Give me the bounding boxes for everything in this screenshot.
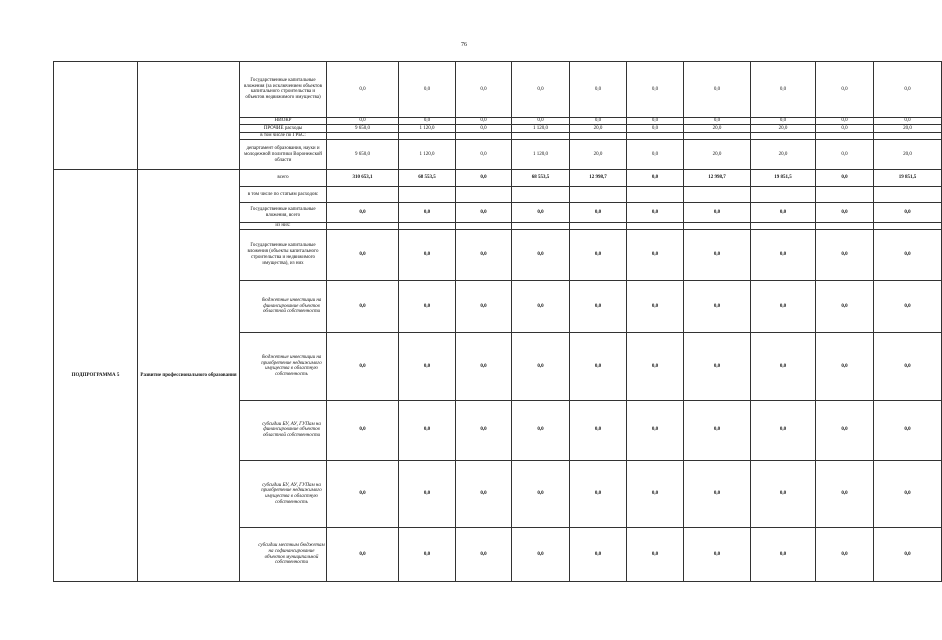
value-cell: 310 653,1 [327, 170, 399, 187]
value-cell: 0,0 [399, 400, 456, 460]
value-cell [627, 222, 684, 230]
value-cell: 9 650,0 [327, 140, 399, 170]
value-cell: 0,0 [874, 333, 942, 401]
subprogram-title: Развитие профессионального образования [138, 170, 240, 582]
value-cell: 0,0 [627, 280, 684, 333]
value-cell: 1 120,0 [512, 125, 570, 133]
expense-item-name: всего [240, 170, 327, 187]
value-cell: 0,0 [399, 333, 456, 401]
value-cell [399, 132, 456, 140]
value-cell: 12 998,7 [684, 170, 751, 187]
expense-item-name: департамент образования, науки и молодежной политики Воронежской области [240, 140, 327, 170]
value-cell [684, 222, 751, 230]
value-cell: 20,0 [751, 140, 816, 170]
value-cell: 1 120,0 [399, 125, 456, 133]
value-cell: 0,0 [874, 460, 942, 528]
value-cell: 0,0 [456, 333, 512, 401]
value-cell: 0,0 [570, 117, 627, 125]
value-cell: 0,0 [399, 62, 456, 118]
value-cell [874, 132, 942, 140]
value-cell: 0,0 [816, 400, 874, 460]
value-cell: 0,0 [627, 400, 684, 460]
value-cell: 0,0 [456, 280, 512, 333]
value-cell: 0,0 [512, 117, 570, 125]
value-cell: 0,0 [327, 460, 399, 528]
value-cell: 0,0 [512, 460, 570, 528]
value-cell: 0,0 [751, 62, 816, 118]
value-cell [456, 132, 512, 140]
value-cell: 0,0 [816, 280, 874, 333]
value-cell: 20,0 [684, 140, 751, 170]
expense-item-name: субсидии местным бюджетам на софинансирование объектов муниципальной собственности [240, 528, 327, 582]
value-cell [627, 187, 684, 203]
value-cell: 0,0 [512, 62, 570, 118]
expense-item-name: Государственные капитальные вложения, всего [240, 203, 327, 222]
value-cell: 0,0 [816, 528, 874, 582]
value-cell: 0,0 [874, 203, 942, 222]
value-cell: 0,0 [816, 230, 874, 280]
value-cell: 0,0 [627, 460, 684, 528]
value-cell: 68 553,5 [399, 170, 456, 187]
value-cell: 0,0 [816, 62, 874, 118]
value-cell: 0,0 [816, 170, 874, 187]
expense-item-name: в том числе по ГРБС: [240, 132, 327, 140]
value-cell: 0,0 [627, 203, 684, 222]
expense-item-name: Государственные капитальные вложения (за исключением объектов капитального строительства и объектов недвижимого имущества) [240, 62, 327, 118]
value-cell [570, 132, 627, 140]
value-cell [684, 187, 751, 203]
value-cell: 0,0 [627, 125, 684, 133]
value-cell: 0,0 [570, 230, 627, 280]
value-cell: 0,0 [456, 400, 512, 460]
expense-item-name: ПРОЧИЕ расходы [240, 125, 327, 133]
value-cell: 0,0 [512, 528, 570, 582]
value-cell [570, 187, 627, 203]
value-cell: 0,0 [327, 528, 399, 582]
value-cell: 0,0 [399, 528, 456, 582]
value-cell: 0,0 [327, 230, 399, 280]
value-cell: 20,0 [874, 140, 942, 170]
value-cell: 0,0 [816, 125, 874, 133]
value-cell: 0,0 [512, 203, 570, 222]
prev-section-cell [54, 62, 138, 170]
value-cell: 0,0 [399, 460, 456, 528]
value-cell: 0,0 [456, 140, 512, 170]
subprogram-code: ПОДПРОГРАММА 5 [54, 170, 138, 582]
value-cell: 0,0 [627, 140, 684, 170]
value-cell: 0,0 [570, 528, 627, 582]
value-cell: 20,0 [751, 125, 816, 133]
value-cell [684, 132, 751, 140]
expense-item-name: НИОКР [240, 117, 327, 125]
value-cell: 0,0 [684, 280, 751, 333]
value-cell: 0,0 [684, 117, 751, 125]
value-cell: 20,0 [684, 125, 751, 133]
value-cell: 0,0 [751, 400, 816, 460]
value-cell: 0,0 [627, 333, 684, 401]
value-cell: 0,0 [399, 117, 456, 125]
value-cell: 0,0 [874, 280, 942, 333]
value-cell [751, 132, 816, 140]
value-cell: 0,0 [816, 203, 874, 222]
value-cell: 0,0 [684, 203, 751, 222]
value-cell: 0,0 [751, 230, 816, 280]
value-cell: 0,0 [327, 203, 399, 222]
value-cell: 0,0 [570, 333, 627, 401]
value-cell: 0,0 [874, 62, 942, 118]
value-cell: 0,0 [570, 400, 627, 460]
value-cell: 0,0 [816, 460, 874, 528]
value-cell: 1 120,0 [399, 140, 456, 170]
value-cell [512, 222, 570, 230]
value-cell: 0,0 [684, 528, 751, 582]
value-cell: 0,0 [327, 62, 399, 118]
value-cell [512, 132, 570, 140]
value-cell: 0,0 [456, 528, 512, 582]
value-cell [627, 132, 684, 140]
prev-section-title-cell [138, 62, 240, 170]
value-cell: 0,0 [512, 230, 570, 280]
value-cell: 0,0 [874, 117, 942, 125]
value-cell: 0,0 [816, 117, 874, 125]
value-cell: 12 998,7 [570, 170, 627, 187]
value-cell: 0,0 [874, 400, 942, 460]
expense-item-name: бюджетные инвестиции на приобретение недвижимого имущества в областную собственность [240, 333, 327, 401]
expense-item-name: бюджетные инвестиции на финансирование объектов областной собственности [240, 280, 327, 333]
value-cell [874, 222, 942, 230]
value-cell [327, 132, 399, 140]
value-cell [816, 132, 874, 140]
table-row [54, 62, 942, 118]
value-cell: 0,0 [816, 333, 874, 401]
value-cell: 0,0 [456, 62, 512, 118]
value-cell: 0,0 [570, 62, 627, 118]
expense-item-name: субсидии БУ, АУ, ГУПам на финансирование объектов областной собственности [240, 400, 327, 460]
expense-item-name: из них: [240, 222, 327, 230]
expense-item-name: Государственные капитальные вложения (объекты капитального строительства и недвижимого имущества), из них [240, 230, 327, 280]
value-cell: 0,0 [874, 230, 942, 280]
value-cell: 0,0 [456, 460, 512, 528]
value-cell [570, 222, 627, 230]
value-cell: 0,0 [327, 333, 399, 401]
value-cell: 0,0 [327, 117, 399, 125]
value-cell [512, 187, 570, 203]
value-cell: 0,0 [399, 203, 456, 222]
value-cell: 0,0 [399, 280, 456, 333]
value-cell: 9 650,0 [327, 125, 399, 133]
value-cell [816, 222, 874, 230]
value-cell: 0,0 [684, 460, 751, 528]
value-cell [816, 187, 874, 203]
value-cell [874, 187, 942, 203]
value-cell [327, 222, 399, 230]
value-cell: 0,0 [751, 333, 816, 401]
value-cell: 0,0 [456, 170, 512, 187]
value-cell: 0,0 [684, 230, 751, 280]
value-cell: 0,0 [751, 280, 816, 333]
value-cell: 0,0 [627, 62, 684, 118]
value-cell [399, 222, 456, 230]
expense-item-name: субсидии БУ, АУ, ГУПам на приобретение недвижимого имущества в областную собственность [240, 460, 327, 528]
table-body [54, 62, 942, 582]
expense-item-name: в том числе по статьям расходов: [240, 187, 327, 203]
value-cell: 0,0 [751, 528, 816, 582]
value-cell: 20,0 [570, 140, 627, 170]
value-cell: 0,0 [327, 400, 399, 460]
value-cell: 0,0 [456, 203, 512, 222]
value-cell: 1 120,0 [512, 140, 570, 170]
value-cell [399, 187, 456, 203]
value-cell: 19 851,5 [874, 170, 942, 187]
value-cell: 0,0 [751, 203, 816, 222]
value-cell: 0,0 [816, 140, 874, 170]
table-row [54, 170, 942, 187]
value-cell [751, 187, 816, 203]
value-cell: 0,0 [627, 117, 684, 125]
value-cell: 0,0 [874, 528, 942, 582]
value-cell: 0,0 [570, 203, 627, 222]
budget-table [53, 61, 942, 582]
value-cell [751, 222, 816, 230]
value-cell: 0,0 [684, 62, 751, 118]
value-cell [327, 187, 399, 203]
page-number: 76 [461, 42, 467, 48]
value-cell: 19 851,5 [751, 170, 816, 187]
value-cell: 68 553,5 [512, 170, 570, 187]
value-cell: 0,0 [751, 117, 816, 125]
value-cell: 0,0 [512, 333, 570, 401]
value-cell: 0,0 [456, 125, 512, 133]
value-cell: 0,0 [684, 400, 751, 460]
value-cell: 20,0 [570, 125, 627, 133]
value-cell [456, 187, 512, 203]
value-cell: 0,0 [570, 280, 627, 333]
value-cell [456, 222, 512, 230]
value-cell: 0,0 [399, 230, 456, 280]
value-cell: 0,0 [570, 460, 627, 528]
value-cell: 0,0 [627, 230, 684, 280]
value-cell: 0,0 [456, 117, 512, 125]
value-cell: 0,0 [512, 280, 570, 333]
value-cell: 0,0 [327, 280, 399, 333]
value-cell: 0,0 [627, 170, 684, 187]
value-cell: 0,0 [456, 230, 512, 280]
value-cell: 20,0 [874, 125, 942, 133]
value-cell: 0,0 [684, 333, 751, 401]
value-cell: 0,0 [512, 400, 570, 460]
value-cell: 0,0 [627, 528, 684, 582]
value-cell: 0,0 [751, 460, 816, 528]
